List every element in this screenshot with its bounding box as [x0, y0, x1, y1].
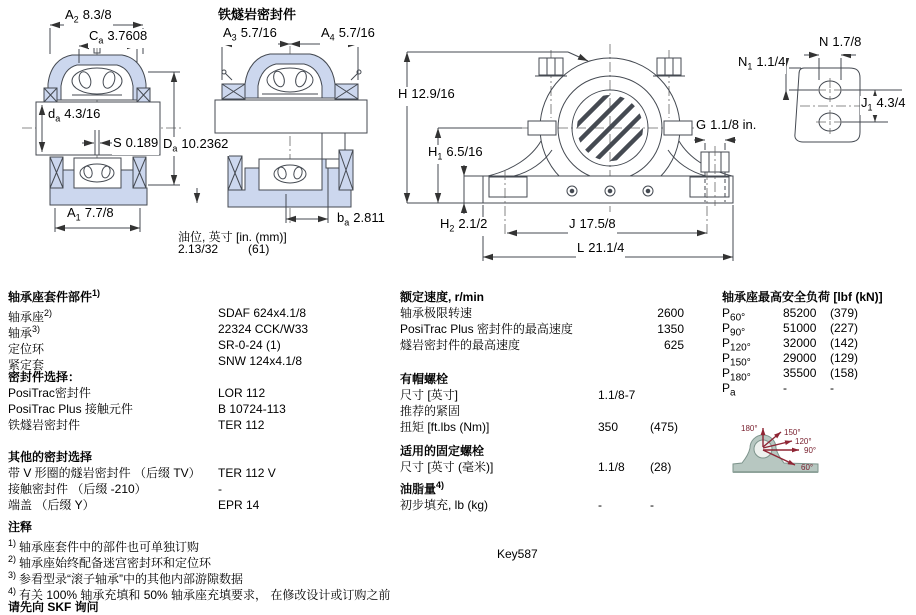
- table-row: 扭矩 [ft.lbs (Nm)] 350 (475): [400, 420, 679, 434]
- oil-level-values: 2.13/32 (61): [178, 242, 270, 256]
- dim-n1: $N_1$ 1.1/4: [738, 54, 786, 72]
- note-item: $^{1)}$ 轴承座套件中的部件也可单独订购: [8, 538, 200, 554]
- note-item: $^{3)}$ 参看型录“滚子轴承”中的其他内部游隙数据: [8, 570, 244, 586]
- notes-footer: 请先向 SKF 询问: [8, 600, 99, 614]
- table-row: PosiTrac Plus 接触元件 B 10724-113: [8, 402, 286, 416]
- dim-j1: $J_1$ 4.3/4: [861, 95, 906, 113]
- angle-label-150: 150°: [784, 428, 801, 437]
- section-grease: [400, 477, 690, 513]
- section-title: 额定速度, r/min: [400, 290, 485, 304]
- angle-label-90: 90°: [804, 446, 817, 455]
- dim-da: $d_a$ 4.3/16: [48, 106, 101, 124]
- section-fixing-bolts: [400, 443, 690, 475]
- angle-label-60: 60°: [801, 463, 814, 472]
- section-title: 适用的固定螺栓: [400, 444, 485, 458]
- angle-label-180: 180°: [741, 424, 758, 433]
- table-row: 尺寸 [英寸 (毫米)] 1.1/8 (28): [400, 460, 672, 474]
- section-title: 轴承座套件部件$^{1)}$: [8, 288, 101, 304]
- table-row: $P_{90^\circ}$ 51000 (227): [722, 321, 859, 339]
- dim-a4: $A_4$ 5.7/16: [321, 25, 375, 43]
- table-row: 轴承座$^{2)}$ SDAF 624x4.1/8: [8, 306, 307, 324]
- section-title: 油脂量$^{4)}$: [400, 480, 445, 496]
- table-row: 轴承极限转速 2600: [400, 306, 684, 320]
- dim-a2: $A_2$ 8.3/8: [65, 7, 112, 25]
- section-title: 密封件选择：: [8, 370, 81, 384]
- table-row: PosiTrac密封件 LOR 112: [8, 386, 266, 400]
- dim-n: N 1.7/8: [818, 35, 862, 54]
- dim-g: G 1.1/8 in.: [695, 118, 757, 137]
- dim-ba: $b_a$ 2.811: [337, 210, 385, 228]
- section-title: 轴承座最高安全负荷 [lbf (kN)]: [722, 290, 883, 304]
- section-title: 其他的密封选择: [8, 450, 93, 464]
- angle-label-120: 120°: [795, 437, 812, 446]
- section-title: 有帽螺栓: [400, 372, 449, 386]
- table-row: 带 V 形圈的燧岩密封件 （后缀 TV） TER 112 V: [8, 466, 276, 480]
- load-angle-diagram: [725, 415, 915, 500]
- drawing-cross-section-1: [22, 22, 182, 232]
- note-item: $^{2)}$ 轴承座始终配备迷宫密封环和定位环: [8, 554, 212, 570]
- dim-a3: $A_3$ 5.7/16: [223, 25, 277, 43]
- dim-a1: $A_1$ 7.7/8: [67, 205, 114, 223]
- dim-l: L 21.1/4: [576, 241, 625, 260]
- table-row: 轴承$^{3)}$ 22324 CCK/W33: [8, 322, 309, 340]
- table-row: 定位环 SR-0-24 (1): [8, 338, 281, 356]
- dim-j: J 17.5/8: [568, 217, 617, 236]
- table-row: 紧定套 SNW 124x4.1/8: [8, 354, 303, 372]
- dim-Da: $D_a$ 10.2362: [163, 136, 229, 154]
- section-other-seals: [8, 449, 400, 513]
- key-label: Key587: [497, 547, 538, 561]
- drawing2-title: 铁燧岩密封件: [218, 7, 297, 22]
- section-speed: [400, 289, 690, 353]
- dim-h1: $H_1$ 6.5/16: [428, 144, 483, 162]
- table-row: 推荐的紧固: [400, 404, 461, 418]
- dim-s: S 0.189: [112, 136, 159, 155]
- table-row: 接触密封件 （后缀 -210） -: [8, 482, 222, 496]
- dim-h: H 12.9/16: [397, 87, 456, 106]
- table-row: 铁燧岩密封件 TER 112: [8, 418, 265, 432]
- table-row: $P_{150^\circ}$ 29000 (129): [722, 351, 859, 369]
- table-row: $P_{60^\circ}$ 85200 (379): [722, 306, 859, 324]
- dim-h2: $H_2$ 2.1/2: [440, 216, 488, 234]
- table-row: 端盖 （后缀 Y） EPR 14: [8, 498, 260, 512]
- table-row: $P_{120^\circ}$ 32000 (142): [722, 336, 859, 354]
- oil-level-label: 油位, 英寸 [in. (mm)]: [178, 230, 287, 244]
- table-row: 初步填充, lb (kg) - -: [400, 498, 654, 512]
- table-row: 尺寸 [英寸] 1.1/8-7: [400, 388, 636, 402]
- table-row: 燧岩密封件的最高速度 625: [400, 338, 684, 352]
- table-row: $P_a$ - -: [722, 381, 834, 399]
- dim-ca: $C_a$ 3.7608: [89, 28, 148, 46]
- section-cap-bolts: [400, 371, 690, 435]
- drawing-cross-section-taconite: [194, 41, 367, 226]
- section-max-loads: [722, 289, 916, 399]
- section-housing-parts: [8, 285, 400, 372]
- note-item: $^{4)}$ 有关 100% 轴承充填和 50% 轴承座充填要求， 在修改设计或订购之前: [8, 586, 391, 602]
- section-title: 注释: [8, 520, 33, 534]
- table-row: $P_{180^\circ}$ 35500 (158): [722, 366, 859, 384]
- section-seal-selection: [8, 369, 400, 433]
- section-notes: [8, 519, 448, 615]
- table-row: PosiTrac Plus 密封件的最高速度 1350: [400, 322, 684, 336]
